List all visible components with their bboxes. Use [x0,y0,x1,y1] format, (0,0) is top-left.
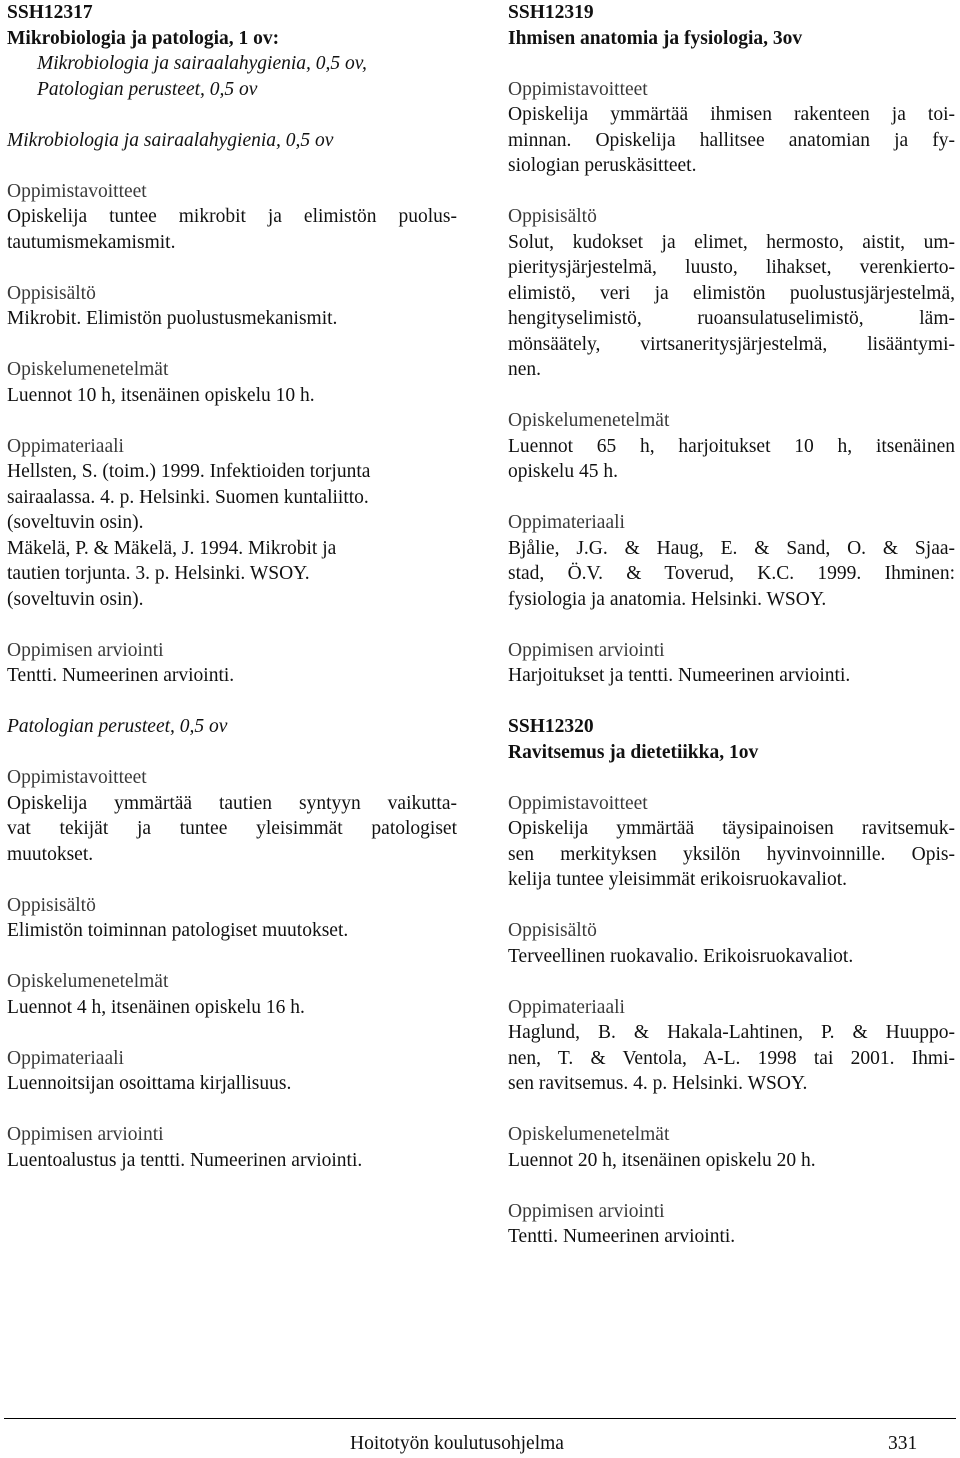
section-label: Oppimateriaali [7,1047,124,1069]
section-text: Mikrobit. Elimistön puolustusmekanismit. [7,308,338,329]
course-title: Ihmisen anatomia ja fysiologia, 3ov [508,27,803,49]
subcourse-title: Patologian perusteet, 0,5 ov [7,716,228,737]
section-text: Luennot 10 h, itsenäinen opiskelu 10 h. [7,384,315,406]
footer-title: Hoitotyön koulutusohjelma [350,1433,564,1454]
section-text: Luennoitsijan osoittama kirjallisuus. [7,1073,292,1094]
section-label: Opiskelumenetelmät [508,410,670,431]
left-column [7,0,457,1173]
section-text: Haglund, B. & Hakala-Lahtinen, P. & Huuppo- nen, T. & Ventola, A-L. 1998 tai 2001. Ihmi- sen ravitsemus. 4. p. Helsinki. WSOY. [508,1022,955,1094]
course-part: Mikrobiologia ja sairaalahygienia, 0,5 ov, [37,53,367,74]
section-text: Tentti. Numeerinen arviointi. [7,665,235,686]
section-label: Opiskelumenetelmät [7,971,169,992]
section-label: Oppimateriaali [508,512,625,533]
section-text: Hellsten, S. (toim.) 1999. Infektioiden torjunta sairaalassa. 4. p. Helsinki. Suomen kuntaliitto. (soveltuvin osin). Mäkelä, P. & Mäkelä, J. 1994. Mikrobit ja tautien torjunta. 3. p. Helsinki. WSOY. (soveltuvin osin). [7,461,371,610]
section-label: Oppisisältö [508,920,597,941]
section-text: Solut, kudokset ja elimet, hermosto, aistit, um- pieritysjärjestelmä, luusto, lihakset, verenkierto- elimistö, veri ja elimistön puolustusjärjestelmä, hengityselimistö, ruoansulatuselimistö, läm- mönsäätely, virtsaneritysjärjestelmä, lisääntymi- nen. [508,231,955,380]
course-title: Mikrobiologia ja patologia, 1 ov: [7,27,280,49]
section-label: Oppimisen arviointi [508,639,665,661]
section-label: Oppimisen arviointi [508,1200,665,1222]
section-label: Opiskelumenetelmät [7,359,169,380]
course-code: SSH12320 [508,716,594,737]
right-column [508,0,955,1250]
section-text: Luennot 20 h, itsenäinen opiskelu 20 h. [508,1149,816,1171]
section-label: Oppimateriaali [508,996,625,1018]
section-text: Opiskelija tuntee mikrobit ja elimistön puolus- tautumismekamismit. [7,206,457,253]
section-text: Luentoalustus ja tentti. Numeerinen arviointi. [7,1149,363,1171]
section-text: Tentti. Numeerinen arviointi. [508,1226,736,1247]
page-number: 331 [888,1433,918,1454]
section-label: Oppisisältö [7,282,96,304]
section-label: Opiskelumenetelmät [508,1124,670,1145]
section-label: Oppimistavoitteet [508,78,648,100]
course-code: SSH12319 [508,2,594,23]
section-label: Oppimistavoitteet [7,767,147,788]
section-label: Oppimisen arviointi [7,639,164,661]
course-code: SSH12317 [7,2,93,23]
section-text: Opiskelija ymmärtää tautien syntyyn vaikutta- vat tekijät ja tuntee yleisimmät patologiset muutokset. [7,792,457,865]
course-part: Patologian perusteet, 0,5 ov [37,78,258,100]
section-text: Harjoitukset ja tentti. Numeerinen arviointi. [508,665,851,686]
subcourse-title: Mikrobiologia ja sairaalahygienia, 0,5 ov [7,129,334,151]
section-text: Luennot 65 h, harjoitukset 10 h, itsenäinen opiskelu 45 h. [508,435,955,482]
course-title: Ravitsemus ja dietetiikka, 1ov [508,741,759,763]
section-text: Opiskelija ymmärtää ihmisen rakenteen ja toi- minnan. Opiskelija hallitsee anatomian ja fy- siologian peruskäsitteet. [508,104,955,176]
footer-rule [4,1418,956,1419]
section-label: Oppisisältö [7,894,96,916]
section-label: Oppisisältö [508,206,597,227]
section-text: Luennot 4 h, itsenäinen opiskelu 16 h. [7,996,305,1018]
section-text: Bjålie, J.G. & Haug, E. & Sand, O. & Sjaa- stad, Ö.V. & Toverud, K.C. 1999. Ihminen: fysiologia ja anatomia. Helsinki. WSOY. [508,537,955,610]
section-label: Oppimistavoitteet [7,180,147,202]
section-label: Oppimateriaali [7,435,124,457]
section-label: Oppimisen arviointi [7,1124,164,1145]
section-text: Elimistön toiminnan patologiset muutokset. [7,920,349,941]
section-text: Terveellinen ruokavalio. Erikoisruokavaliot. [508,945,854,967]
section-label: Oppimistavoitteet [508,792,648,814]
section-text: Opiskelija ymmärtää täysipainoisen ravitsemuk- sen merkityksen yksilön hyvinvoinnille. Opis- kelija tuntee yleisimmät erikoisruokavaliot. [508,818,955,890]
